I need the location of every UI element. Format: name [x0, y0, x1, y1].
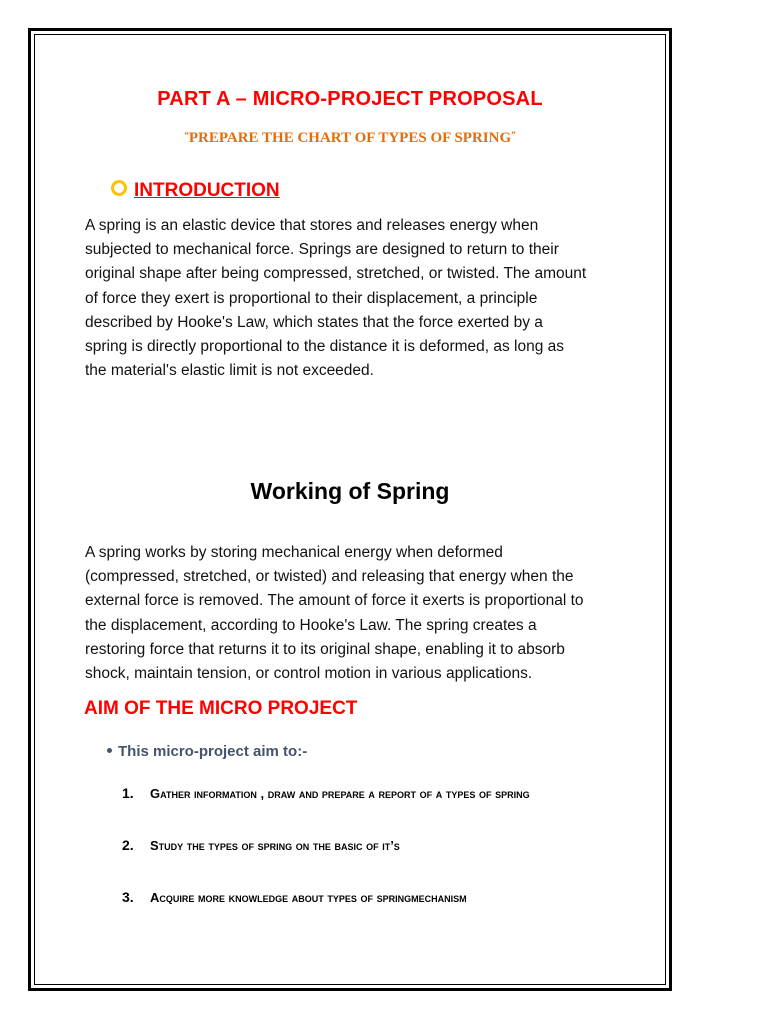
subtitle-text: PREPARE THE CHART OF TYPES OF SPRING [188, 130, 512, 146]
paragraph-line: the displacement, according to Hooke's Law. The spring creates a [85, 616, 537, 634]
paragraph-line: original shape after being compressed, stretched, or twisted. The amount [85, 265, 587, 283]
paragraph-line: described by Hooke's Law, which states that the force exerted by a [85, 313, 543, 331]
paragraph-line: A spring is an elastic device that stores and releases energy when [85, 217, 539, 234]
paragraph-line: restoring force that returns it to its original shape, enabling it to absorb [85, 640, 565, 658]
aim-list-item [122, 837, 400, 853]
aim-item-text: Gather information , draw and prepare a report of a types of spring [150, 786, 530, 801]
aim-item-number: 3. [122, 889, 134, 905]
aim-list-item [122, 889, 467, 905]
page-title: PART A – MICRO-PROJECT PROPOSAL [157, 88, 543, 110]
aim-item-number: 2. [122, 837, 134, 853]
introduction-heading [111, 180, 280, 202]
paragraph-line: the material's elastic limit is not exceeded. [85, 362, 374, 380]
aim-heading: AIM OF THE MICRO PROJECT [84, 698, 358, 719]
paragraph-line: external force is removed. The amount of force it exerts is proportional to [85, 592, 584, 610]
paragraph-line: shock, maintain tension, or control motion in various applications. [85, 665, 533, 683]
aim-item-number: 1. [122, 785, 134, 801]
page-subtitle [0, 130, 700, 147]
subtitle-open-quote: “ [184, 130, 189, 140]
aim-bullet [107, 743, 307, 760]
aim-item-text: Acquire more knowledge about types of springmechanism [150, 890, 467, 905]
paragraph-line: subjected to mechanical force. Springs are designed to return to their [85, 241, 559, 259]
aim-bullet-text: This micro-project aim to:- [118, 743, 308, 760]
paragraph-line: (compressed, stretched, or twisted) and releasing that energy when the [85, 568, 574, 586]
ring-bullet-icon [111, 180, 127, 196]
aim-item-text: Study the types of spring on the basic of it’s [150, 838, 400, 853]
paragraph-line: spring is directly proportional to the distance it is deformed, as long as [85, 338, 565, 356]
subtitle-close-quote: ” [511, 130, 516, 140]
paragraph-line: A spring works by storing mechanical energy when deformed [85, 544, 503, 561]
bullet-dot-icon [107, 748, 112, 753]
introduction-heading-text: INTRODUCTION [134, 180, 280, 201]
working-paragraph [85, 541, 645, 686]
working-heading: Working of Spring [250, 478, 450, 504]
paragraph-line: of force they exert is proportional to their displacement, a principle [85, 289, 538, 307]
aim-list-item [122, 785, 530, 801]
introduction-paragraph [85, 214, 645, 383]
